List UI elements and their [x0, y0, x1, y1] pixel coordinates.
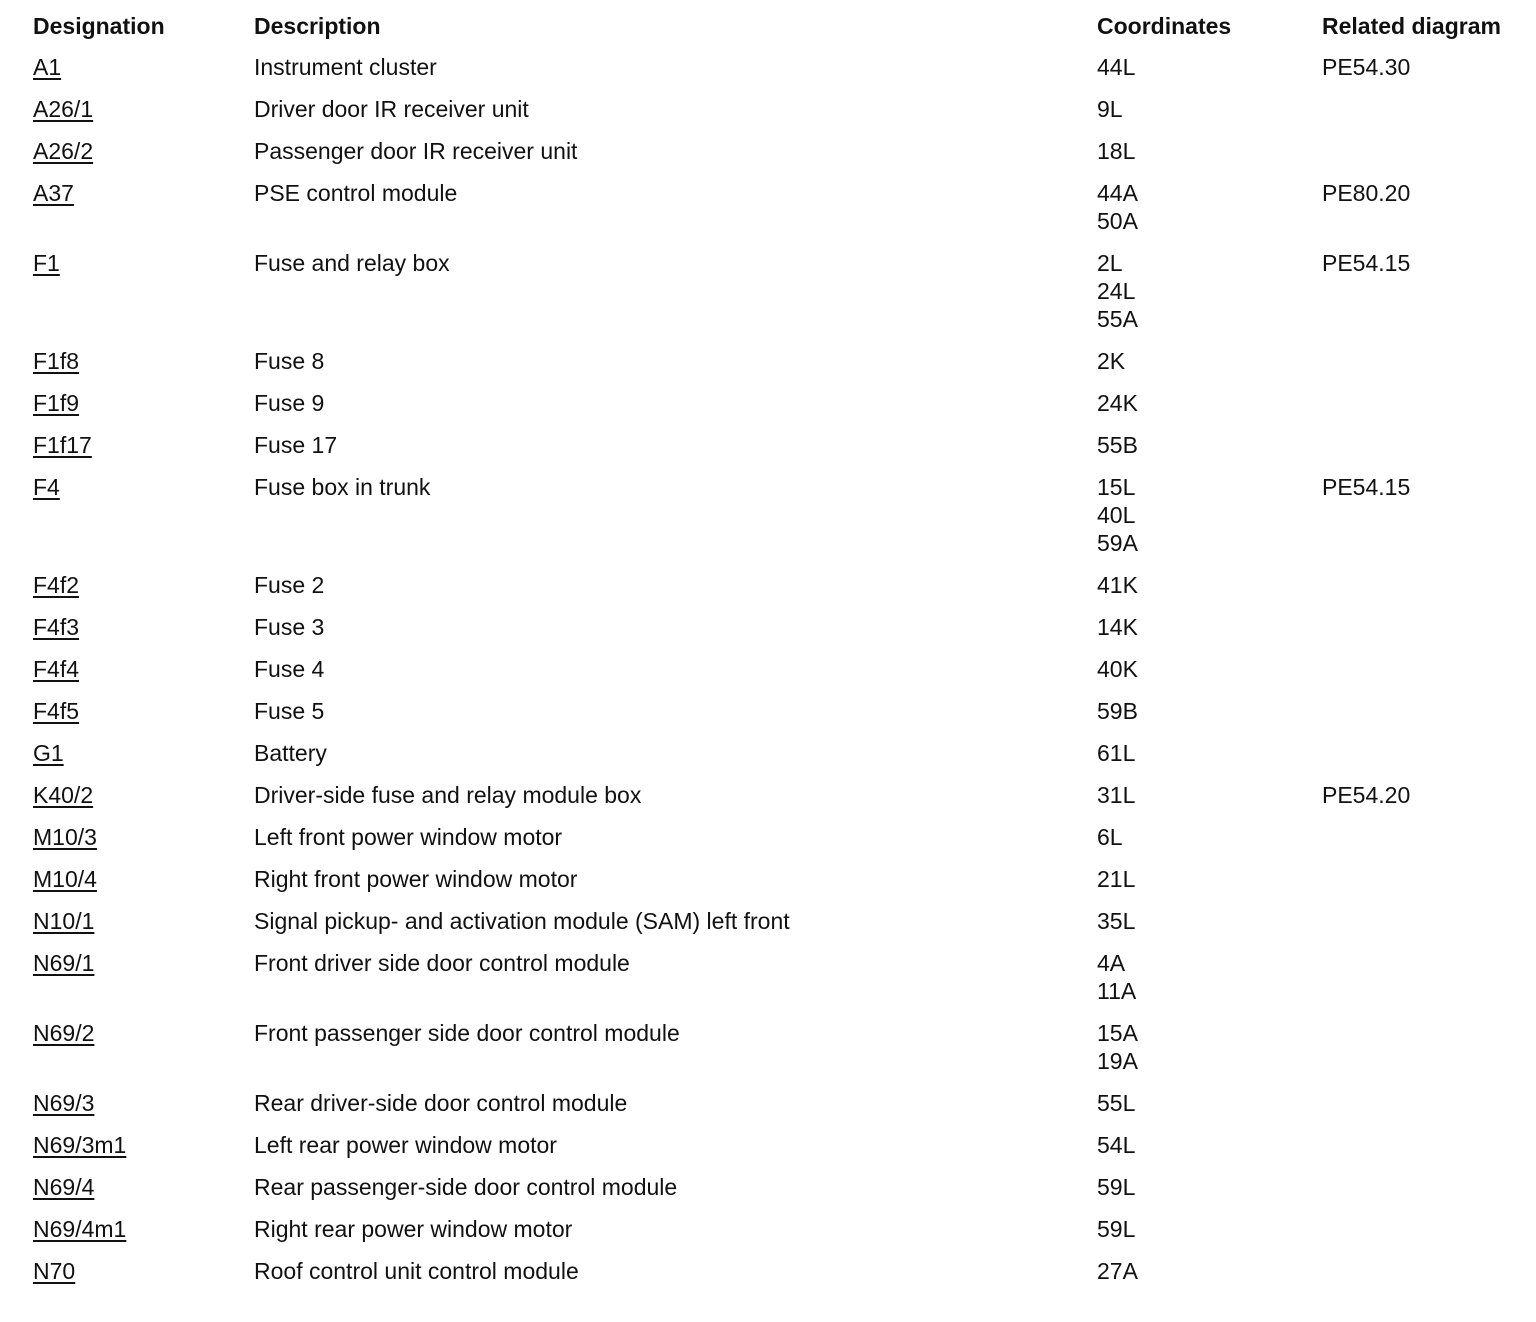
coordinate-value: 55L	[1097, 1090, 1136, 1116]
coordinate-value: 9L	[1097, 96, 1123, 122]
coordinate-value: 15L	[1097, 474, 1136, 500]
related-diagram-cell	[1319, 1166, 1530, 1208]
coordinate-value: 59L	[1097, 1216, 1136, 1242]
related-diagram-cell	[1319, 130, 1530, 172]
table-row	[30, 942, 1530, 1012]
designation-link[interactable]: F1	[33, 250, 60, 276]
designation-cell	[30, 1166, 251, 1208]
designation-cell	[30, 1082, 251, 1124]
designation-cell	[30, 172, 251, 242]
coordinates-cell	[1094, 732, 1319, 774]
related-diagram-cell	[1319, 648, 1530, 690]
designation-link[interactable]: F4f3	[33, 614, 80, 640]
coordinate-value: 4A	[1097, 950, 1126, 976]
designation-cell	[30, 382, 251, 424]
description-cell: Rear passenger-side door control module	[254, 1174, 678, 1200]
coordinates-cell	[1094, 1012, 1319, 1082]
designation-link[interactable]: F4f2	[33, 572, 80, 598]
related-diagram-cell: PE54.15	[1322, 250, 1411, 276]
table-row	[30, 46, 1530, 88]
designation-link[interactable]: F1f9	[33, 390, 80, 416]
coordinate-value: 15A	[1097, 1020, 1138, 1046]
description-cell: Left front power window motor	[254, 824, 563, 850]
table-row	[30, 1012, 1530, 1082]
coordinate-value: 40L	[1097, 502, 1136, 528]
designation-cell	[30, 690, 251, 732]
description-cell: Fuse 5	[254, 698, 325, 724]
header-description: Description	[254, 13, 381, 39]
coordinate-value: 59B	[1097, 698, 1138, 724]
designation-cell	[30, 1250, 251, 1292]
designation-cell	[30, 340, 251, 382]
table-row	[30, 172, 1530, 242]
table-row	[30, 242, 1530, 340]
coordinate-value: 55A	[1097, 306, 1138, 332]
coordinates-cell	[1094, 858, 1319, 900]
coordinate-value: 2L	[1097, 250, 1123, 276]
designation-cell	[30, 1012, 251, 1082]
coordinates-cell	[1094, 690, 1319, 732]
description-cell: Front passenger side door control module	[254, 1020, 680, 1046]
coordinates-cell	[1094, 1250, 1319, 1292]
table-row	[30, 816, 1530, 858]
coordinate-value: 14K	[1097, 614, 1138, 640]
coordinates-cell	[1094, 46, 1319, 88]
related-diagram-cell	[1319, 732, 1530, 774]
designation-cell	[30, 564, 251, 606]
designation-cell	[30, 466, 251, 564]
table-row	[30, 690, 1530, 732]
coordinate-value: 24K	[1097, 390, 1138, 416]
designation-cell	[30, 130, 251, 172]
description-cell: Right front power window motor	[254, 866, 578, 892]
designation-link[interactable]: F4	[33, 474, 60, 500]
coordinate-value: 59L	[1097, 1174, 1136, 1200]
coordinate-value: 31L	[1097, 782, 1136, 808]
designation-cell	[30, 648, 251, 690]
description-cell: Fuse box in trunk	[254, 474, 431, 500]
coordinate-value: 6L	[1097, 824, 1123, 850]
coordinate-value: 44L	[1097, 54, 1136, 80]
coordinates-cell	[1094, 816, 1319, 858]
coordinate-value: 19A	[1097, 1048, 1138, 1074]
header-row	[30, 6, 1530, 46]
description-cell: Driver door IR receiver unit	[254, 96, 529, 122]
coordinates-cell	[1094, 1124, 1319, 1166]
designation-cell	[30, 46, 251, 88]
designation-link[interactable]: G1	[33, 740, 64, 766]
coordinate-value: 27A	[1097, 1258, 1138, 1284]
designation-cell	[30, 942, 251, 1012]
coordinates-cell	[1094, 900, 1319, 942]
designation-cell	[30, 900, 251, 942]
coordinate-value: 11A	[1097, 978, 1137, 1004]
coordinates-cell	[1094, 564, 1319, 606]
related-diagram-cell	[1319, 1208, 1530, 1250]
table-row	[30, 1250, 1530, 1292]
coordinates-cell	[1094, 382, 1319, 424]
table-row	[30, 1208, 1530, 1250]
description-cell: Instrument cluster	[254, 54, 437, 80]
designation-link[interactable]: A1	[33, 54, 62, 80]
table-row	[30, 382, 1530, 424]
description-cell: Passenger door IR receiver unit	[254, 138, 578, 164]
related-diagram-cell	[1319, 816, 1530, 858]
designation-cell	[30, 1124, 251, 1166]
description-cell: Left rear power window motor	[254, 1132, 557, 1158]
related-diagram-cell	[1319, 858, 1530, 900]
description-cell: Battery	[254, 740, 327, 766]
designation-link[interactable]: F4f5	[33, 698, 80, 724]
designation-link[interactable]: N69/4	[33, 1174, 95, 1200]
related-diagram-cell	[1319, 340, 1530, 382]
related-diagram-cell	[1319, 942, 1530, 1012]
table-row	[30, 340, 1530, 382]
header-designation: Designation	[33, 13, 165, 39]
description-cell: Rear driver-side door control module	[254, 1090, 628, 1116]
coordinate-value: 54L	[1097, 1132, 1136, 1158]
table-row	[30, 900, 1530, 942]
description-cell: Front driver side door control module	[254, 950, 630, 976]
designation-link[interactable]: N69/1	[33, 950, 95, 976]
description-cell: Right rear power window motor	[254, 1216, 573, 1242]
designation-link[interactable]: N10/1	[33, 908, 95, 934]
coordinates-cell	[1094, 424, 1319, 466]
designation-link[interactable]: N70	[33, 1258, 76, 1284]
related-diagram-cell: PE54.20	[1322, 782, 1411, 808]
designation-link[interactable]: A26/2	[33, 138, 94, 164]
coordinates-cell	[1094, 242, 1319, 340]
designation-cell	[30, 774, 251, 816]
coordinate-value: 21L	[1097, 866, 1136, 892]
designation-link[interactable]: N69/4m1	[33, 1216, 127, 1242]
coordinates-cell	[1094, 172, 1319, 242]
coordinate-value: 59A	[1097, 530, 1138, 556]
designation-link[interactable]: N69/3	[33, 1090, 95, 1116]
designation-cell	[30, 732, 251, 774]
coordinates-cell	[1094, 606, 1319, 648]
description-cell: Driver-side fuse and relay module box	[254, 782, 642, 808]
designation-cell	[30, 1208, 251, 1250]
designation-link[interactable]: K40/2	[33, 782, 94, 808]
designation-cell	[30, 88, 251, 130]
component-table	[30, 6, 1530, 1292]
coordinate-value: 18L	[1097, 138, 1136, 164]
coordinate-value: 35L	[1097, 908, 1136, 934]
related-diagram-cell	[1319, 606, 1530, 648]
description-cell: Fuse 3	[254, 614, 325, 640]
coordinates-cell	[1094, 1208, 1319, 1250]
table-row	[30, 466, 1530, 564]
related-diagram-cell	[1319, 900, 1530, 942]
designation-cell	[30, 424, 251, 466]
coordinate-value: 50A	[1097, 208, 1138, 234]
coordinate-value: 44A	[1097, 180, 1138, 206]
description-cell: Roof control unit control module	[254, 1258, 579, 1284]
description-cell: PSE control module	[254, 180, 458, 206]
table-row	[30, 858, 1530, 900]
related-diagram-cell	[1319, 690, 1530, 732]
designation-link[interactable]: A26/1	[33, 96, 94, 122]
table-row	[30, 130, 1530, 172]
related-diagram-cell: PE54.30	[1322, 54, 1411, 80]
coordinates-cell	[1094, 130, 1319, 172]
description-cell: Fuse and relay box	[254, 250, 450, 276]
coordinate-value: 61L	[1097, 740, 1136, 766]
related-diagram-cell: PE80.20	[1322, 180, 1411, 206]
related-diagram-cell	[1319, 88, 1530, 130]
coordinates-cell	[1094, 340, 1319, 382]
designation-cell	[30, 858, 251, 900]
table-row	[30, 606, 1530, 648]
coordinates-cell	[1094, 774, 1319, 816]
coordinates-cell	[1094, 648, 1319, 690]
table-body	[30, 46, 1530, 1292]
coordinate-value: 55B	[1097, 432, 1138, 458]
table-row	[30, 732, 1530, 774]
coordinate-value: 2K	[1097, 348, 1126, 374]
coordinates-cell	[1094, 88, 1319, 130]
designation-link[interactable]: N69/3m1	[33, 1132, 127, 1158]
coordinate-value: 41K	[1097, 572, 1138, 598]
description-cell: Fuse 8	[254, 348, 325, 374]
designation-cell	[30, 816, 251, 858]
designation-cell	[30, 242, 251, 340]
related-diagram-cell	[1319, 1082, 1530, 1124]
designation-link[interactable]: M10/4	[33, 866, 97, 892]
coordinates-cell	[1094, 942, 1319, 1012]
table-row	[30, 774, 1530, 816]
coordinate-value: 24L	[1097, 278, 1136, 304]
description-cell: Fuse 17	[254, 432, 338, 458]
related-diagram-cell	[1319, 564, 1530, 606]
table-row	[30, 88, 1530, 130]
designation-link[interactable]: N69/2	[33, 1020, 95, 1046]
table-row	[30, 648, 1530, 690]
table-row	[30, 1082, 1530, 1124]
description-cell: Fuse 9	[254, 390, 325, 416]
table-row	[30, 1124, 1530, 1166]
header-related-diagram: Related diagram	[1322, 13, 1501, 39]
coordinate-value: 40K	[1097, 656, 1138, 682]
description-cell: Signal pickup- and activation module (SAM) left front	[254, 908, 790, 934]
table-row	[30, 564, 1530, 606]
designation-link[interactable]: A37	[33, 180, 74, 206]
description-cell: Fuse 2	[254, 572, 325, 598]
table-row	[30, 1166, 1530, 1208]
coordinates-cell	[1094, 466, 1319, 564]
designation-cell	[30, 606, 251, 648]
coordinates-cell	[1094, 1082, 1319, 1124]
related-diagram-cell	[1319, 1124, 1530, 1166]
description-cell: Fuse 4	[254, 656, 325, 682]
related-diagram-cell	[1319, 1250, 1530, 1292]
header-coordinates: Coordinates	[1097, 13, 1232, 39]
coordinates-cell	[1094, 1166, 1319, 1208]
designation-link[interactable]: F1f8	[33, 348, 80, 374]
designation-link[interactable]: M10/3	[33, 824, 97, 850]
related-diagram-cell: PE54.15	[1322, 474, 1411, 500]
related-diagram-cell	[1319, 1012, 1530, 1082]
designation-link[interactable]: F1f17	[33, 432, 92, 458]
related-diagram-cell	[1319, 382, 1530, 424]
related-diagram-cell	[1319, 424, 1530, 466]
table-row	[30, 424, 1530, 466]
designation-link[interactable]: F4f4	[33, 656, 80, 682]
